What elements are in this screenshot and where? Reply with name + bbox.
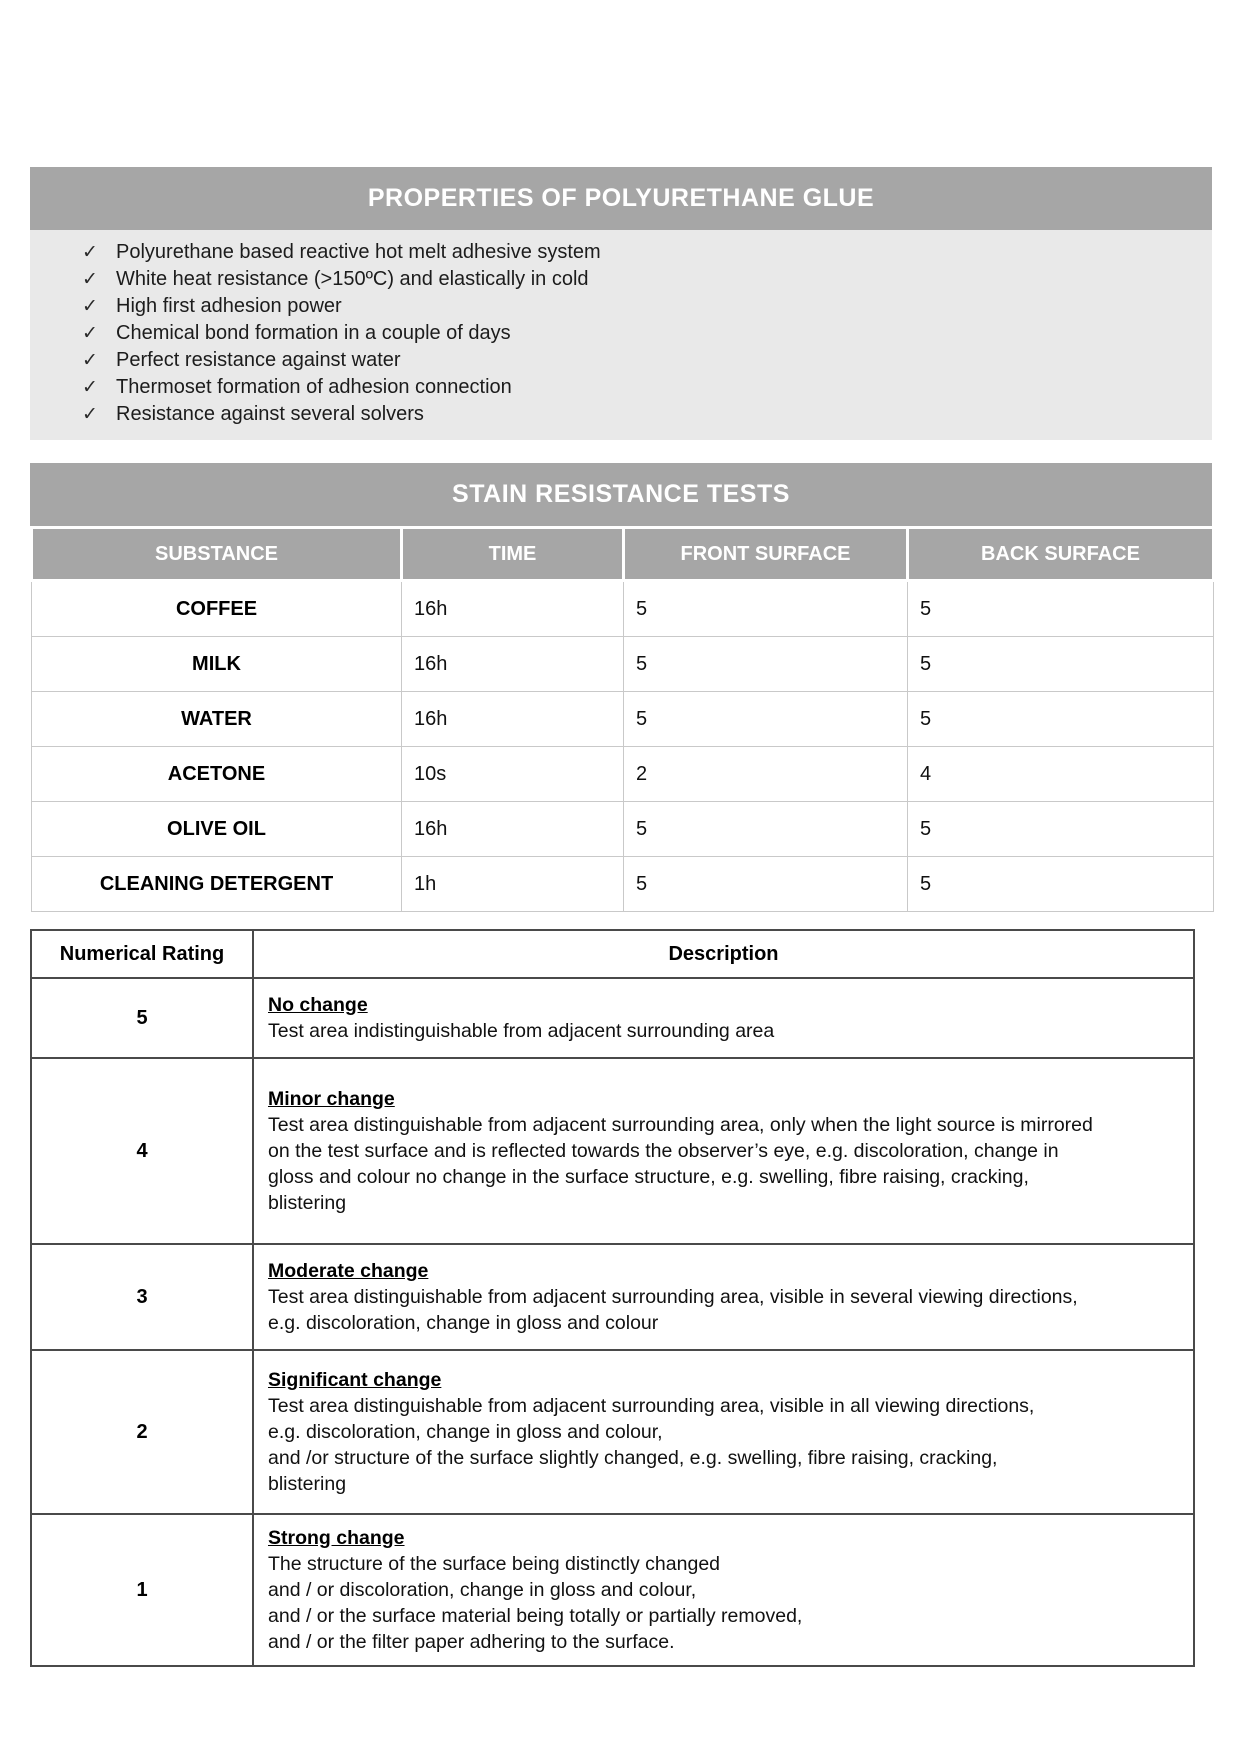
table-row xyxy=(32,857,1214,912)
substance-cell: MILK xyxy=(32,637,402,692)
list-item xyxy=(30,347,1212,374)
substance-cell: OLIVE OIL xyxy=(32,802,402,857)
properties-title: PROPERTIES OF POLYURETHANE GLUE xyxy=(367,184,875,212)
list-item-text: Resistance against several solvers xyxy=(116,403,424,425)
back-surface-cell: 5 xyxy=(908,857,1214,912)
description-title: Minor change xyxy=(268,1088,395,1110)
back-surface-cell: 5 xyxy=(908,581,1214,637)
col-header-description: Description xyxy=(253,930,1194,978)
back-surface-cell: 5 xyxy=(908,637,1214,692)
rating-description xyxy=(253,1058,1194,1244)
rating-value: 5 xyxy=(31,978,253,1058)
time-cell: 16h xyxy=(402,692,624,747)
list-item xyxy=(30,374,1212,401)
front-surface-cell: 5 xyxy=(624,692,908,747)
list-item-text: Chemical bond formation in a couple of days xyxy=(116,322,511,344)
substance-cell: ACETONE xyxy=(32,747,402,802)
table-row xyxy=(31,978,1194,1058)
description-title: No change xyxy=(268,994,368,1016)
rating-description xyxy=(253,978,1194,1058)
stain-resistance-section xyxy=(30,463,1212,912)
time-cell: 16h xyxy=(402,637,624,692)
list-item xyxy=(30,401,1212,428)
description-title: Strong change xyxy=(268,1527,405,1549)
time-cell: 16h xyxy=(402,802,624,857)
substance-cell: COFFEE xyxy=(32,581,402,637)
check-icon: ✓ xyxy=(82,242,98,263)
rating-description xyxy=(253,1514,1194,1666)
description-title: Significant change xyxy=(268,1369,442,1391)
stain-header-row xyxy=(32,528,1214,581)
list-item xyxy=(30,293,1212,320)
description-line: Test area distinguishable from adjacent surrounding area, visible in all viewing directions, xyxy=(268,1395,1035,1417)
rating-header-row xyxy=(31,930,1194,978)
col-header-front-surface: FRONT SURFACE xyxy=(624,528,908,581)
front-surface-cell: 5 xyxy=(624,802,908,857)
table-row xyxy=(31,1058,1194,1244)
description-line: Test area indistinguishable from adjacent surrounding area xyxy=(268,1020,775,1042)
table-row xyxy=(32,637,1214,692)
list-item xyxy=(30,239,1212,266)
description-line: e.g. discoloration, change in gloss and colour, xyxy=(268,1421,663,1443)
rating-value: 2 xyxy=(31,1350,253,1514)
rating-value: 3 xyxy=(31,1244,253,1350)
description-line: and / or discoloration, change in gloss and colour, xyxy=(268,1579,697,1601)
substance-cell: WATER xyxy=(32,692,402,747)
description-line: and / or the surface material being totally or partially removed, xyxy=(268,1605,803,1627)
check-icon: ✓ xyxy=(82,350,98,371)
front-surface-cell: 5 xyxy=(624,857,908,912)
stain-title-bar xyxy=(30,463,1212,526)
rating-value: 4 xyxy=(31,1058,253,1244)
description-line: Test area distinguishable from adjacent surrounding area, visible in several viewing directions, e.g. discoloration, change in gloss and colour xyxy=(268,1286,1078,1334)
col-header-back-surface: BACK SURFACE xyxy=(908,528,1214,581)
description-line: and /or structure of the surface slightly changed, e.g. swelling, fibre raising, cracking, xyxy=(268,1447,998,1469)
col-header-numerical-rating: Numerical Rating xyxy=(31,930,253,978)
list-item-text: Thermoset formation of adhesion connection xyxy=(116,376,512,398)
time-cell: 10s xyxy=(402,747,624,802)
table-row xyxy=(31,1244,1194,1350)
front-surface-cell: 5 xyxy=(624,581,908,637)
check-icon: ✓ xyxy=(82,269,98,290)
stain-resistance-table xyxy=(30,526,1215,912)
check-icon: ✓ xyxy=(82,377,98,398)
table-row xyxy=(32,692,1214,747)
properties-title-bar xyxy=(30,167,1212,230)
description-line: and / or the filter paper adhering to the surface. xyxy=(268,1631,675,1653)
list-item xyxy=(30,266,1212,293)
numerical-rating-table xyxy=(30,929,1195,1667)
list-item-text: Perfect resistance against water xyxy=(116,349,401,371)
substance-cell: CLEANING DETERGENT xyxy=(32,857,402,912)
back-surface-cell: 5 xyxy=(908,802,1214,857)
properties-section xyxy=(30,167,1212,440)
back-surface-cell: 5 xyxy=(908,692,1214,747)
table-row xyxy=(32,581,1214,637)
table-row xyxy=(31,1350,1194,1514)
list-item xyxy=(30,320,1212,347)
rating-value: 1 xyxy=(31,1514,253,1666)
front-surface-cell: 5 xyxy=(624,637,908,692)
check-icon: ✓ xyxy=(82,404,98,425)
table-row xyxy=(32,747,1214,802)
document-page xyxy=(30,167,1212,1667)
properties-list xyxy=(30,230,1212,440)
col-header-substance: SUBSTANCE xyxy=(32,528,402,581)
check-icon: ✓ xyxy=(82,296,98,317)
front-surface-cell: 2 xyxy=(624,747,908,802)
description-line: Test area distinguishable from adjacent surrounding area, only when the light source is mirrored on the test surface and is reflected towards the observer’s eye, e.g. discoloration, change in gloss and colour no change in the surface structure, e.g. swelling, fibre raising, cracking, blistering xyxy=(268,1114,1093,1214)
rating-section xyxy=(30,929,1212,1667)
description-line: blistering xyxy=(268,1473,347,1495)
rating-description xyxy=(253,1244,1194,1350)
list-item-text: High first adhesion power xyxy=(116,295,342,317)
table-row xyxy=(31,1514,1194,1666)
check-icon: ✓ xyxy=(82,323,98,344)
time-cell: 16h xyxy=(402,581,624,637)
table-row xyxy=(32,802,1214,857)
list-item-text: Polyurethane based reactive hot melt adhesive system xyxy=(116,241,601,263)
description-title: Moderate change xyxy=(268,1260,429,1282)
rating-description xyxy=(253,1350,1194,1514)
time-cell: 1h xyxy=(402,857,624,912)
col-header-time: TIME xyxy=(402,528,624,581)
list-item-text: White heat resistance (>150ºC) and elastically in cold xyxy=(116,268,589,290)
description-line: The structure of the surface being distinctly changed xyxy=(268,1553,721,1575)
stain-title: STAIN RESISTANCE TESTS xyxy=(452,480,790,508)
back-surface-cell: 4 xyxy=(908,747,1214,802)
